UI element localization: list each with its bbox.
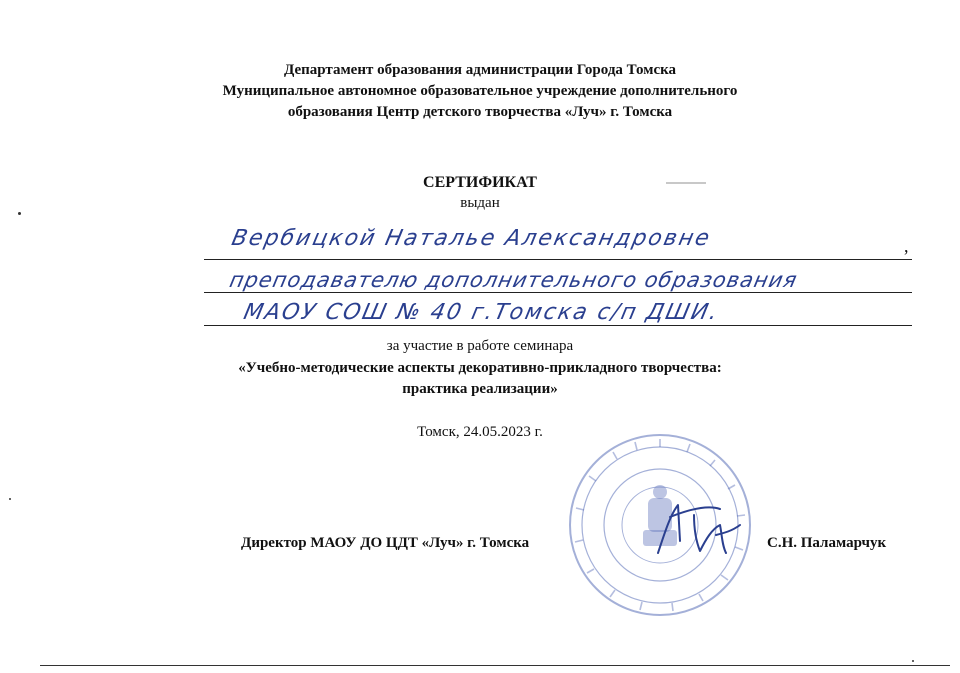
seminar-title <box>0 358 960 400</box>
recipient-comma: , <box>904 236 909 256</box>
seminar-title-line2: практика реализации» <box>402 381 558 397</box>
issued-to-label: выдан <box>460 195 500 211</box>
scan-speck <box>912 660 914 662</box>
participation-text: за участие в работе семинара <box>386 338 574 354</box>
recipient-position-line <box>204 292 912 293</box>
bottom-rule <box>40 665 950 666</box>
director-name: С.Н. Паламарчук <box>767 535 887 551</box>
recipient-name: Вербицкой Наталье Александровне <box>229 226 714 251</box>
scan-speck <box>9 498 11 500</box>
issuer-institution: Муниципальное автономное образовательное учреждение дополнительного <box>222 83 738 99</box>
recipient-position: преподавателю дополнительного образования <box>227 268 800 292</box>
director-title: Директор МАОУ ДО ЦДТ «Луч» г. Томска <box>241 535 530 551</box>
certificate-title: СЕРТИФИКАТ <box>423 174 537 191</box>
place-and-date: Томск, 24.05.2023 г. <box>417 424 543 440</box>
seminar-title-line1: «Учебно-методические аспекты декоративно-прикладного творчества: <box>238 360 722 376</box>
recipient-organization-line <box>204 325 912 326</box>
issuer-department: Департамент образования администрации Города Томска <box>283 62 677 78</box>
recipient-organization: МАОУ СОШ № 40 г.Томска с/п ДШИ. <box>241 300 722 325</box>
director-signature <box>650 495 750 565</box>
scan-speck <box>18 212 21 215</box>
recipient-name-line <box>204 259 912 260</box>
issuer-header <box>0 60 960 123</box>
issuer-institution-cont: образования Центр детского творчества «Луч» г. Томска <box>287 104 673 120</box>
